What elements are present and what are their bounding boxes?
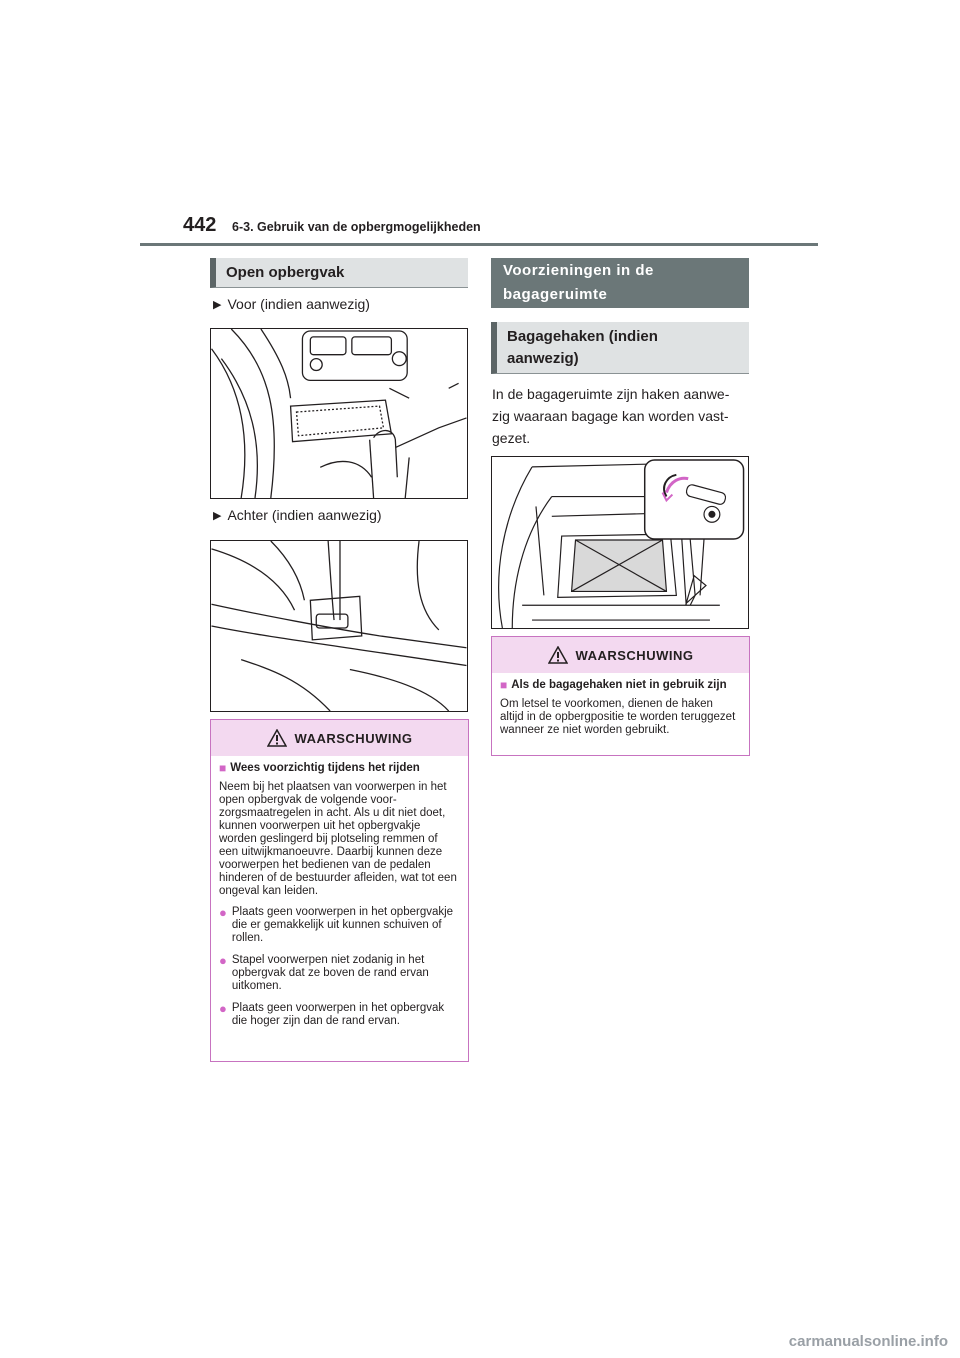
item-front-text: Voor (indien aanwezig) (227, 296, 370, 312)
subheading-luggage-hooks (491, 322, 749, 374)
triangle-bullet-icon: ▶ (213, 298, 222, 311)
body-line: In de bagageruimte zijn haken aanwe- (492, 386, 730, 402)
warning-point-text: Plaats geen voorwerpen in het opbergvak die hoger zijn dan de rand ervan. (231, 1002, 445, 1027)
section-heading-text: Open opbergvak (226, 264, 345, 281)
warning-title-text: Wees voorzichtig tijdens het rijden (230, 762, 420, 774)
circle-bullet-icon: ● (219, 905, 227, 920)
triangle-bullet-icon: ▶ (213, 509, 222, 522)
front-storage-illustration (210, 328, 468, 499)
header-rule (140, 243, 818, 246)
warning-point-text: Plaats geen voorwerpen in het opbergvakje die er gemakkelijk uit kunnen schuiven of rollen. (231, 906, 454, 944)
warning-point-text: Stapel voorwerpen niet zodanig in het opbergvak dat ze boven de rand ervan uitkomen. (231, 954, 429, 992)
warning-point (219, 1002, 458, 1028)
warning-title (219, 762, 458, 775)
square-bullet-icon: ■ (500, 678, 508, 692)
chapter-title: 6-3. Gebruik van de opbergmogelijkheden (232, 220, 481, 234)
page-number: 442 (183, 214, 217, 236)
body-line: gezet. (492, 430, 531, 446)
warning-text: Neem bij het plaatsen van voorwerpen in het open opbergvak de volgende voorzorgsmaatregelen in acht. Als u dit niet doet, kunnen voorwerpen uit het opbergvakje worden geslingerd bij plotseling remmen of een uitwijkmanoeuvre. Daarbij kunnen deze voorwerpen het bedienen van de pedalen hinderen of de bestuurder afleiden, wat tot een ongeval kan leiden. (219, 781, 457, 897)
warning-title (500, 679, 739, 692)
warning-box-left (210, 719, 469, 1062)
warning-title-text: Als de bagagehaken niet in gebruik zijn (511, 679, 727, 691)
warning-label: WAARSCHUWING (294, 730, 413, 746)
section-heading-open-storage (210, 258, 468, 288)
item-front (213, 296, 370, 312)
circle-bullet-icon: ● (219, 1001, 227, 1016)
warning-triangle-icon (548, 646, 568, 664)
section-heading-line: bagageruimte (503, 286, 608, 303)
warning-point (219, 906, 458, 945)
warning-header (211, 720, 468, 756)
square-bullet-icon: ■ (219, 761, 227, 775)
watermark: carmanualsonline.info (788, 1333, 948, 1350)
item-rear (213, 507, 382, 523)
warning-label: WAARSCHUWING (575, 647, 694, 663)
warning-header (492, 637, 749, 673)
warning-point (219, 954, 458, 993)
luggage-hooks-illustration (491, 456, 749, 629)
subheading-line: Bagagehaken (indien (507, 327, 658, 345)
circle-bullet-icon: ● (219, 953, 227, 968)
section-heading-luggage (491, 258, 749, 308)
body-line: zig waaraan bagage kan worden vast- (492, 408, 729, 424)
warning-triangle-icon (267, 729, 287, 747)
luggage-hooks-description (492, 383, 752, 449)
subheading-line: aanwezig) (507, 349, 579, 367)
item-rear-text: Achter (indien aanwezig) (227, 507, 382, 523)
section-heading-line: Voorzieningen in de (503, 262, 654, 279)
warning-text: Om letsel te voorkomen, dienen de haken altijd in de opbergpositie te worden teruggezet wanneer ze niet worden gebruikt. (500, 698, 736, 736)
rear-storage-illustration (210, 540, 468, 712)
warning-box-right (491, 636, 750, 756)
